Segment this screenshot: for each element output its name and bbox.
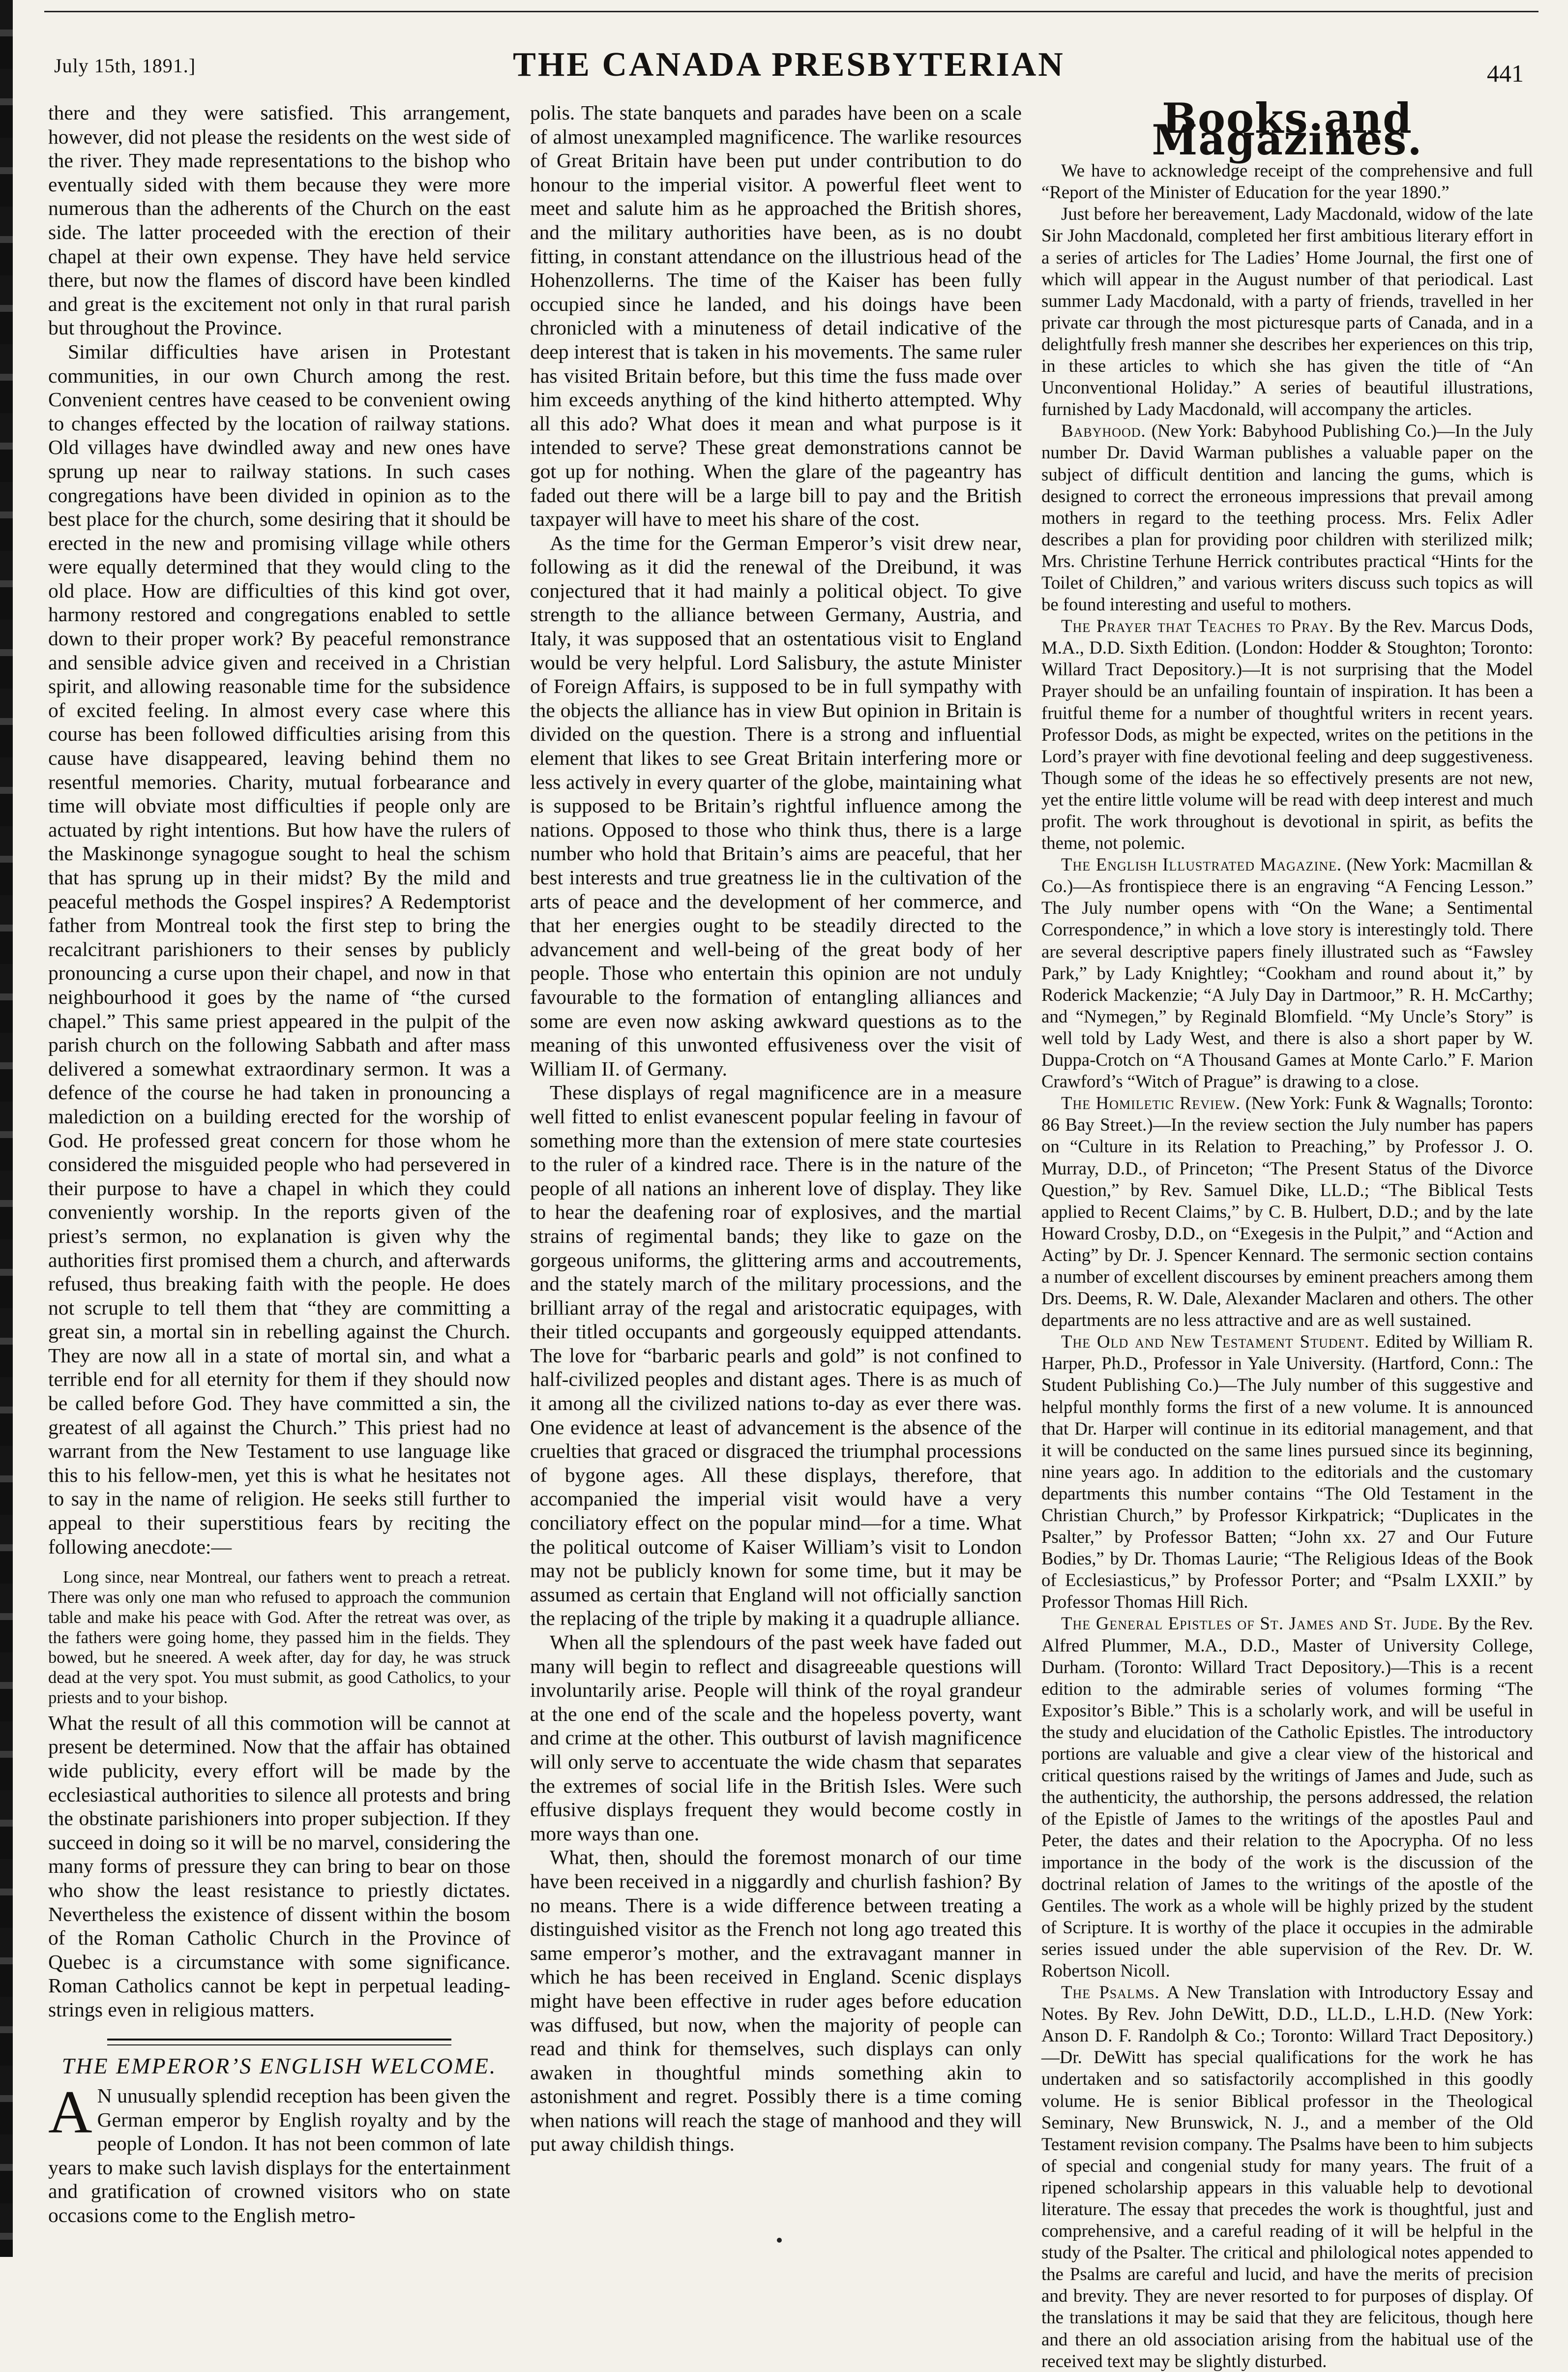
section-title: Books and Magazines.: [1152, 94, 1423, 165]
review-entry: [1041, 854, 1533, 1092]
review-text: Just before her bereavement, Lady Macdonald, widow of the late Sir John Macdonald, completed her first ambitious literary effort in a series of articles for The Ladies’ Home Journal, the first one of which will appear in the August number of that periodical. Last summer Lady Macdonald, with a party of friends, travelled in her private car through the most picturesque parts of Canada, and in a delightfully fresh manner she describes her experiences on this trip, in these articles to which she has given the title of “An Unconventional Holiday.” A series of beautiful illustrations, furnished by Lady Macdonald, will accompany the articles.: [1041, 204, 1533, 420]
review-text: We have to acknowledge receipt of the comprehensive and full “Report of the Minister of Education for the year 1890.”: [1041, 160, 1533, 203]
review-entry: [1041, 203, 1533, 420]
review-lead: The General Epistles of St. James and St. Jude.: [1061, 1613, 1443, 1634]
review-entry: [1041, 1982, 1533, 2372]
review-lead: The Prayer that Teaches to Pray.: [1061, 616, 1334, 636]
masthead-title: THE CANADA PRESBYTERIAN: [513, 46, 1065, 84]
article-opening: [48, 2078, 510, 2227]
article-paragraph: there and they were satisfied. This arrangement, however, did not please the residents on the west side of the river. They made representations to the bishop who eventually sided with them because they were more numerous than the adherents of the Church on the east side. The latter proceeded with the erection of their chapel at their own expense. They have held service there, but now the flames of discord have been kindled and great is the excitement not only in that rural parish but throughout the Province.: [48, 101, 510, 339]
review-lead: The Psalms.: [1061, 1982, 1160, 2003]
article-paragraph: As the time for the German Emperor’s visit drew near, following as it did the renewal of the Dreibund, it was conjectured that it had mainly a political object. To give strength to the alliance between Germany, Austria, and Italy, it was supposed that an ostentatious visit to England would be very helpful. Lord Salisbury, the astute Minister of Foreign Affairs, is supposed to be in full sympathy with the objects the alliance has in view But opinion in Britain is divided on the question. There is a strong and influential element that likes to see Great Britain interfering more or less actively in every quarter of the globe, maintaining what is supposed to be Britain’s rightful influence among the nations. Opposed to those who think thus, there is a large number who hold that Britain’s aims are peaceful, that her best interests and true greatness lie in the cultivation of the arts of peace and the development of her commerce, and that her energies ought to be steadily directed to the advancement and well-being of the great body of her people. Those who entertain this opinion are not unduly favourable to the formation of entangling alliances and some are even now asking awkward questions as to the meaning of this unwonted effusiveness over the visit of William II. of Germany.: [530, 531, 1022, 1080]
top-rule: [44, 11, 1538, 12]
issue-date: July 15th, 1891.]: [54, 55, 196, 77]
quote-text: Long since, near Montreal, our fathers went to preach a retreat. There was only one man who refused to approach the communion table and make his peace with God. After the retreat was over, as the fathers were going home, they passed him in the fields. They bowed, but he sneered. A week after, day for day, he was struck dead at the very spot. You must submit, as good Catholics, to your priests and to your bishop.: [48, 1568, 510, 1707]
binding-edge: [0, 0, 13, 2257]
review-text: (New York: Babyhood Publishing Co.)—In the July number Dr. David Warman publishes a valuable paper on the subject of difficult dentition and lancing the gums, which is designed to correct the erroneous impressions that prevail among mothers in regard to the teething process. Mrs. Felix Adler describes a plan for providing poor children with sterilized milk; Mrs. Christine Terhune Herrick contributes practical “Hints for the Toilet of Children,” and various writers discuss such topics as will be found interesting and useful to mothers.: [1041, 420, 1533, 615]
section-divider: [107, 2039, 451, 2045]
review-text: By the Rev. Alfred Plummer, M.A., D.D., Master of University College, Durham. (Toronto: Willard Tract Depository.)—This is a recent edition to the admirable series of volumes forming “The Expositor’s Bible.” This is a scholarly work, and will be useful in the study and elucidation of the Catholic Epistles. The introductory portions are valuable and give a clear view of the historical and critical questions raised by the writings of James and Jude, such as the authenticity, the authorship, the persons addressed, the relation of the Epistle of James to the writings of the apostles Paul and Peter, the dates and their relation to the Apocrypha. Of no less importance in the body of the work is the discussion of the doctrinal relation of James to the writings of the apostle of the Gentiles. The work as a whole will be highly prized by the student of Scripture. It is worthy of the place it occupies in the admirable series issued under the able supervision of the Rev. Dr. W. Robertson Nicoll.: [1041, 1613, 1534, 1981]
review-lead: The English Illustrated Magazine.: [1061, 854, 1342, 875]
page-number: 441: [1487, 60, 1524, 87]
article-paragraph: Similar difficulties have arisen in Protestant communities, in our own Church among the rest. Convenient centres have ceased to be convenient owing to changes effected by the location of railway stations. Old villages have dwindled away and new ones have sprung up near to railway stations. In such cases congregations have been divided in opinion as to the best place for the church, some desiring that it should be erected in the new and promising village while others were equally determined that they would cling to the old place. How are difficulties of this kind got over, harmony restored and congregations enabled to settle down to their proper work? By peaceful remonstrance and sensible advice given and received in a Christian spirit, and allowing reasonable time for the subsidence of excited feeling. In almost every case where this course has been followed difficulties arising from this cause have disappeared, leaving behind them no resentful memories. Charity, mutual forbearance and time will obviate most difficulties if people only are actuated by right intentions. But how have the rulers of the Maskinonge synagogue sought to heal the schism that has sprung up in their midst? By the mild and peaceful methods the Gospel inspires? A Redemptorist father from Montreal took the first step to bring the recalcitrant parishioners to their senses by publicly pronouncing a curse upon their chapel, and now in that neighbourhood it goes by the name of “the cursed chapel.” This same priest appeared in the pulpit of the parish church on the following Sabbath and after mass delivered a somewhat extraordinary sermon. It was a defence of the course he had taken in pronouncing a malediction on a building erected for the worship of God. He professed great concern for those whom he considered the misguided people who had persevered in their purpose to have a chapel in which they could conveniently worship. In the reports given of the priest’s sermon, no explanation is given why the authorities first promised them a church, and afterwards refused, thus breaking faith with the people. He does not scruple to tell them that “they are committing a great sin, a mortal sin in rebelling against the Church. They are now all in a state of mortal sin, and what a terrible end for all eternity for them if they should now be called before God. They have committed a sin, the greatest of all against the Church.” This priest had no warrant from the New Testament to use language like this to his fellow-men, yet this is what he hesitates not to say in the name of religion. He seeks still further to appeal to their superstitious fears by reciting the following anecdote:—: [48, 340, 510, 1558]
drop-cap: A: [48, 2078, 92, 2146]
printer-mark: [777, 2238, 782, 2243]
column-left: [48, 101, 510, 2227]
review-text: (New York: Funk & Wagnalls; Toronto: 86 Bay Street.)—In the review section the July number has papers on “Culture in its Relation to Preaching,” by Professor J. O. Murray, D.D., of Princeton; “The Present Status of the Divorce Question,” by Rev. Samuel Dike, LL.D.; “The Biblical Tests applied to Recent Claims,” by C. B. Hulbert, D.D.; and by the late Howard Crosby, D.D., on “Exegesis in the Pulpit,” and “Action and Acting” by Dr. J. Spencer Kennard. The sermonic section contains a number of excellent discourses by eminent preachers among them Drs. Deems, R. W. Dale, Alexander Maclaren and others. The other departments are no less attractive and are as well sustained.: [1041, 1093, 1533, 1330]
article-opening-text: N unusually splendid reception has been given the German emperor by English royalty and by the people of London. It has not been common of late years to make such lavish displays for the entertainment and gratification of crowned visitors who on state occasions come to the English metro-: [48, 2084, 510, 2227]
article-paragraph: polis. The state banquets and parades have been on a scale of almost unexampled magnificence. The warlike resources of Great Britain have been put under contribution to do honour to the imperial visitor. A powerful fleet went to meet and salute him as he approached the British shores, and the military authorities have been, as is no doubt fitting, in constant attendance on the illustrious head of the Hohenzollerns. The time of the Kaiser has been fully occupied since he landed, and his doings have been chronicled with a minuteness of detail indicative of the deep interest that is taken in his movements. The same ruler has visited Britain before, but this time the fuss made over him exceeds anything of the kind hitherto attempted. Why all this ado? What does it mean and what purpose is it intended to serve? These great demonstrations cannot be got up for nothing. When the glare of the pageantry has faded out there will be a large bill to pay and the British taxpayer will have to meet his share of the cost.: [530, 101, 1022, 531]
article-paragraph: What the result of all this commotion will be cannot at present be determined. Now that the affair has obtained wide publicity, every effort will be made by the ecclesiastical authorities to silence all protests and bring the obstinate parishioners into proper subjection. If they succeed in doing so it will be no marvel, considering the many forms of pressure they can bring to bear on those who show the least resistance to priestly dictates. Nevertheless the existence of dissent within the bosom of the Roman Catholic Church in the Province of Quebec is a circumstance with some significance. Roman Catholics cannot be kept in perpetual leading-strings even in religious matters.: [48, 1711, 510, 2021]
review-text: A New Translation with Introductory Essay and Notes. By Rev. John DeWitt, D.D., LL.D., L.H.D. (New York: Anson D. F. Randolph & Co.; Toronto: Willard Tract Depository.)—Dr. DeWitt has special qualifications for the work he has undertaken and so satisfactorily accomplished in this goodly volume. He is senior Biblical professor in the Theological Seminary, New Brunswick, N. J., and a member of the Old Testament revision company. The Psalms have been to him subjects of special and congenial study for many years. The fruit of a ripened scholarship appears in this valuable help to devotional literature. The essay that precedes the work is thoughtful, just and comprehensive, and a careful reading of it will be helpful in the study of the Psalter. The critical and philological notes appended to the Psalms are careful and lucid, and have the merits of precision and brevity. They are never resorted to for purposes of display. Of the translations it may be said that they are felicitous, though here and there an old association arising from the habitual use of the received text may be slightly disturbed.: [1041, 1982, 1534, 2371]
review-entry: [1041, 420, 1533, 615]
review-lead: The Old and New Testament Student.: [1061, 1331, 1370, 1352]
review-lead: The Homiletic Review.: [1061, 1093, 1241, 1113]
review-text: Edited by William R. Harper, Ph.D., Professor in Yale University. (Hartford, Conn.: The Student Publishing Co.)—The July number of this suggestive and helpful monthly forms the first of a new volume. It is announced that Dr. Harper will continue in its editorial management, and that it will be conducted on the same lines pursued since its beginning, nine years ago. In addition to the editorials and the customary departments this number contains “The Old Testament in the Christian Church,” by Professor Kirkpatrick; “Duplicates in the Psalter,” by Professor Batten; “John xx. 27 and Our Future Bodies,” by Dr. Thomas Laurie; “The Religious Ideas of the Book of Ecclesiasticus,” by Professor Porter; and “Psalm LXXII.” by Professor Thomas Hill Rich.: [1041, 1331, 1533, 1612]
column-right: [1041, 94, 1534, 2372]
review-entry: [1041, 160, 1533, 203]
block-quote: [48, 1567, 510, 1708]
page-header: [54, 45, 1524, 90]
review-text: (New York: Macmillan & Co.)—As frontispiece there is an engraving “A Fencing Lesson.” The July number opens with “On the Wane; a Sentimental Correspondence,” in which a love story is interestingly told. There are several descriptive papers finely illustrated such as “Fawsley Park,” by Lady Knightley; “Cookham and round about it,” by Roderick Mackenzie; “A July Day in Dartmoor,” R. H. McCarthy; and “Nymegen,” by Reginald Blomfield. “My Uncle’s Story” is well told by Lady West, and there is also a short paper by W. Duppa-Crotch on “A Thousand Games at Monte Carlo.” F. Marion Crawford’s “Witch of Prague” is drawing to a close.: [1041, 854, 1533, 1092]
review-entry: [1041, 615, 1533, 854]
review-entry: [1041, 1331, 1533, 1613]
column-middle: [530, 101, 1022, 2156]
article-paragraph: When all the splendours of the past week have faded out many will begin to reflect and disagreeable questions will involuntarily arise. People will think of the royal grandeur at the one end of the scale and the hopeless poverty, want and crime at the other. This outburst of lavish magnificence will only serve to accentuate the wide chasm that separates the extremes of social life in the British Isles. Were such effusive displays frequent they would become costly in more ways than one.: [530, 1631, 1022, 1845]
article-paragraph: What, then, should the foremost monarch of our time have been received in a niggardly and churlish fashion? By no means. There is a wide difference between treating a distinguished visitor as the French not long ago treated this same emperor’s mother, and the extravagant manner in which he has been received in England. Scenic displays might have been effective in ruder ages before education was diffused, but now, when the majority of people can read and think for themselves, such displays can only awaken in thoughtful minds something akin to astonishment and regret. Possibly there is a time coming when nations will reach the stage of manhood and they will put away childish things.: [530, 1846, 1022, 2156]
review-entry: [1041, 1613, 1533, 1982]
article-paragraph: These displays of regal magnificence are in a measure well fitted to enlist evanescent popular feeling in favour of something more than the extension of mere state courtesies to the ruler of a kindred race. There is in the nature of the people of all nations an inherent love of display. They like to hear the deafening roar of explosives, and the martial strains of regimental bands; they like to gaze on the gorgeous uniforms, the glittering arms and accoutrements, and the stately march of the military processions, and the brilliant array of the regal and aristocratic equipages, with their titled occupants and gorgeously equipped attendants. The love for “barbaric pearls and gold” is not confined to half-civilized peoples and distant ages. There is as much of it among all the civilized nations to-day as ever there was. One evidence at least of advancement is the absence of the cruelties that graced or disgraced the triumphal processions of bygone ages. All these displays, therefore, that accompanied the imperial visit would have a very conciliatory effect on the popular mind—for a time. What the political outcome of Kaiser William’s visit to London may not be publicly known for some time, but it may be assumed as certain that England will not officially sanction the replacing of the triple by making it a quadruple alliance.: [530, 1081, 1022, 1630]
article-title: THE EMPEROR’S ENGLISH WELCOME.: [61, 2053, 497, 2078]
review-text: By the Rev. Marcus Dods, M.A., D.D. Sixth Edition. (London: Hodder & Stoughton; Toronto: Willard Tract Depository.)—It is not surprising that the Model Prayer should be an unfailing fountain of inspiration. It has been a fruitful theme for a number of thoughtful writers in recent years. Professor Dods, as might be expected, writes on the petitions in the Lord’s prayer with fine devotional feeling and deep suggestiveness. Though some of the ideas he so effectively presents are not new, yet the entire little volume will be read with deep interest and much profit. The work throughout is devotional in spirit, as befits the theme, not polemic.: [1041, 616, 1533, 853]
review-lead: Babyhood.: [1061, 420, 1146, 441]
review-entry: [1041, 1092, 1533, 1331]
